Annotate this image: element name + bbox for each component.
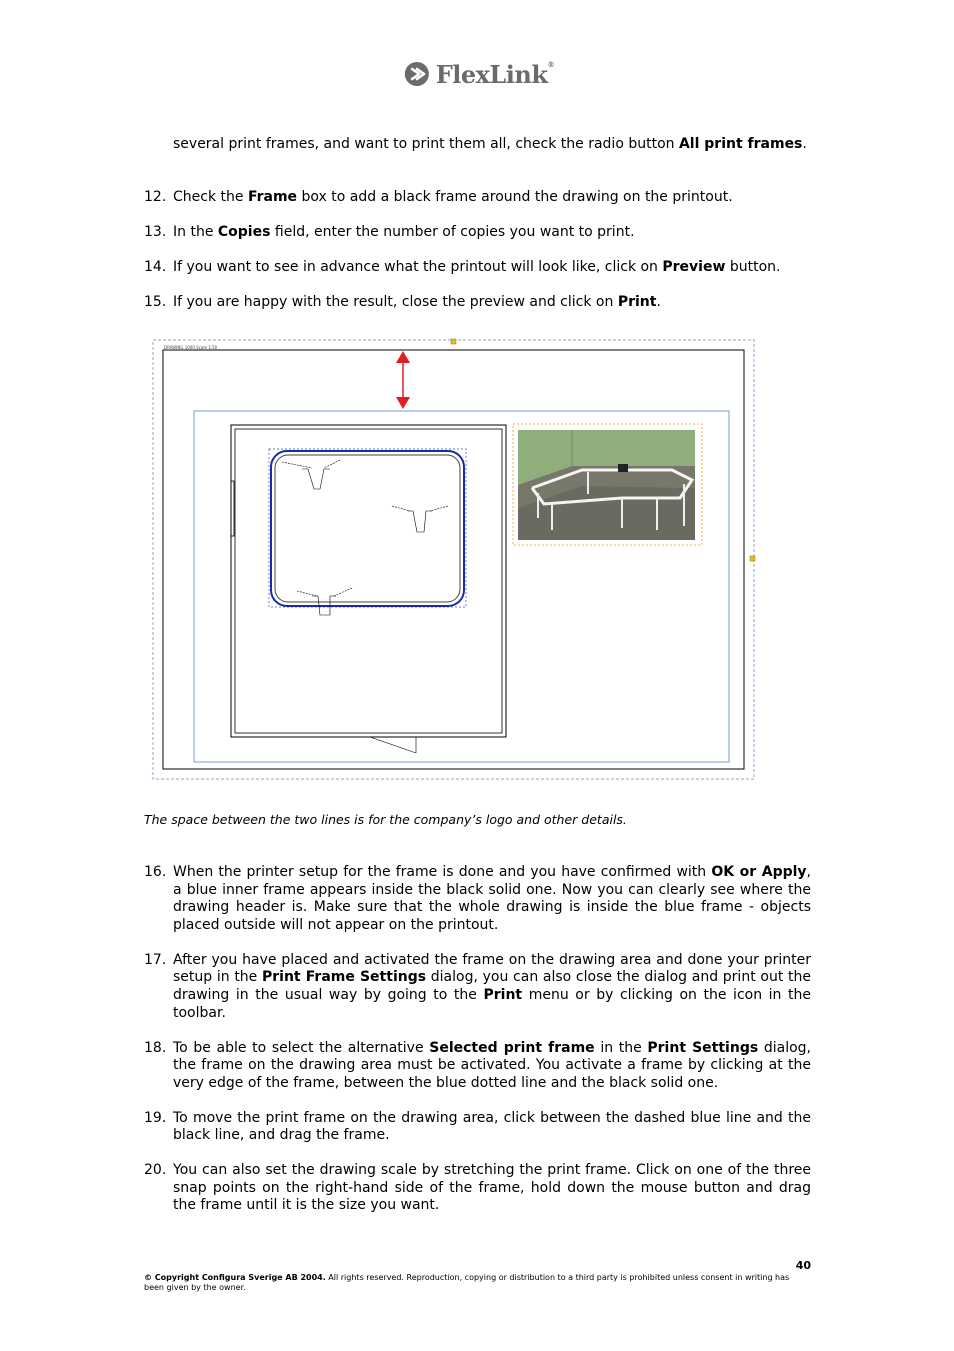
step-text: You can also set the drawing scale by stretching the print frame. Click on one of the three snap points on the right-hand side of the frame, hold down the mouse button and drag the frame until it is the size you want.	[173, 1162, 811, 1214]
list-item	[144, 224, 811, 242]
selection-box	[269, 449, 466, 607]
step-number: 19.	[144, 1109, 167, 1126]
station-2	[392, 506, 448, 532]
step-text: After you have placed and activated the frame on the drawing area and done your printer setup in the	[173, 951, 811, 986]
step-text: To be able to select the alternative	[173, 1039, 430, 1056]
step-bold: Preview	[662, 258, 726, 275]
copyright-text: All rights reserved. Reproduction, copying or distribution to a third party is prohibited unless consent in writing has been given by the owner.	[144, 1273, 790, 1292]
step-text: If you are happy with the result, close the preview and click on	[173, 293, 618, 310]
steps-list-top	[144, 189, 811, 312]
step-number: 15.	[144, 293, 167, 310]
station-1	[282, 460, 340, 489]
list-item	[144, 294, 811, 312]
print-frame-figure	[152, 338, 756, 781]
continued-paragraph: several print frames, and want to print them all, check the radio button All print frames.	[173, 136, 807, 152]
conveyor-loop	[271, 451, 464, 606]
step-text: field, enter the number of copies you want to print.	[270, 223, 635, 240]
steps-list-bottom	[144, 864, 811, 1215]
flexlink-logo	[404, 57, 554, 91]
list-item	[144, 259, 811, 277]
copyright-bold: © Copyright Configura Sverige AB 2004.	[144, 1273, 326, 1282]
step-text: In the	[173, 223, 218, 240]
snap-point-right	[750, 556, 755, 561]
step-text: If you want to see in advance what the printout will look like, click on	[173, 258, 663, 275]
logo-text: FlexLink®	[435, 59, 554, 89]
step-bold: Selected print frame	[429, 1039, 595, 1056]
step-number: 13.	[144, 223, 167, 240]
list-item	[144, 189, 811, 207]
step-bold: Print Frame Settings	[262, 969, 427, 986]
step-text: dialog, the frame on the drawing area must be activated. You activate a frame by clicking at the very edge of the frame, between the blue dotted line and the black solid one.	[173, 1039, 811, 1091]
step-bold: Frame	[247, 189, 298, 205]
step-text: in the	[594, 1039, 648, 1056]
flexlink-logo-mark-icon	[404, 58, 430, 90]
step-number: 12.	[144, 189, 167, 205]
snap-point-top	[451, 339, 456, 344]
step-number: 17.	[144, 951, 167, 968]
figure-caption: The space between the two lines is for the company’s logo and other details.	[144, 812, 627, 827]
list-item	[144, 1110, 811, 1145]
step-text: button.	[725, 258, 781, 275]
step-bold: OK or Apply	[711, 864, 807, 880]
step-number: 14.	[144, 258, 167, 275]
copyright-footer	[144, 1273, 811, 1293]
step-bold: Print Settings	[647, 1039, 759, 1056]
step-bold: Print	[617, 293, 657, 310]
step-bold: Copies	[217, 223, 271, 240]
step-text: When the printer setup for the frame is done and you have confirmed with	[173, 864, 712, 880]
step-number: 18.	[144, 1039, 167, 1056]
red-arrow-head-down	[396, 397, 410, 409]
step-bold: Print	[483, 986, 523, 1003]
step-text: To move the print frame on the drawing area, click between the dashed blue line and the black line, and drag the frame.	[173, 1109, 811, 1144]
step-number: 20.	[144, 1162, 167, 1179]
step-text: dialog, you can also close the dialog and print out the drawing in the usual way by going to the	[173, 969, 811, 1003]
list-item	[144, 1040, 811, 1093]
step-text: , a blue inner frame appears inside the black solid one. Now you can clearly see where the drawing header is. Make sure that the whole drawing is inside the blue frame - objects placed outside will not appear on the printout.	[173, 864, 811, 933]
step-text: .	[656, 293, 661, 310]
list-item	[144, 864, 811, 934]
outer-dashed-frame	[153, 340, 754, 779]
list-item	[144, 952, 811, 1022]
list-item	[144, 1162, 811, 1215]
step-text: menu or by clicking on the icon in the toolbar.	[173, 986, 811, 1021]
print-frame-diagram	[152, 338, 756, 781]
step-text: Check the	[173, 189, 248, 205]
drawing-header-text: DRAWING 1000 Scale 1:50	[164, 345, 218, 350]
step-text: box to add a black frame around the drawing on the printout.	[297, 189, 733, 205]
step-number: 16.	[144, 864, 167, 880]
black-print-frame	[163, 350, 744, 769]
red-arrow-head-up	[396, 351, 410, 363]
render-image	[518, 430, 695, 540]
page-number: 40	[795, 1259, 811, 1272]
